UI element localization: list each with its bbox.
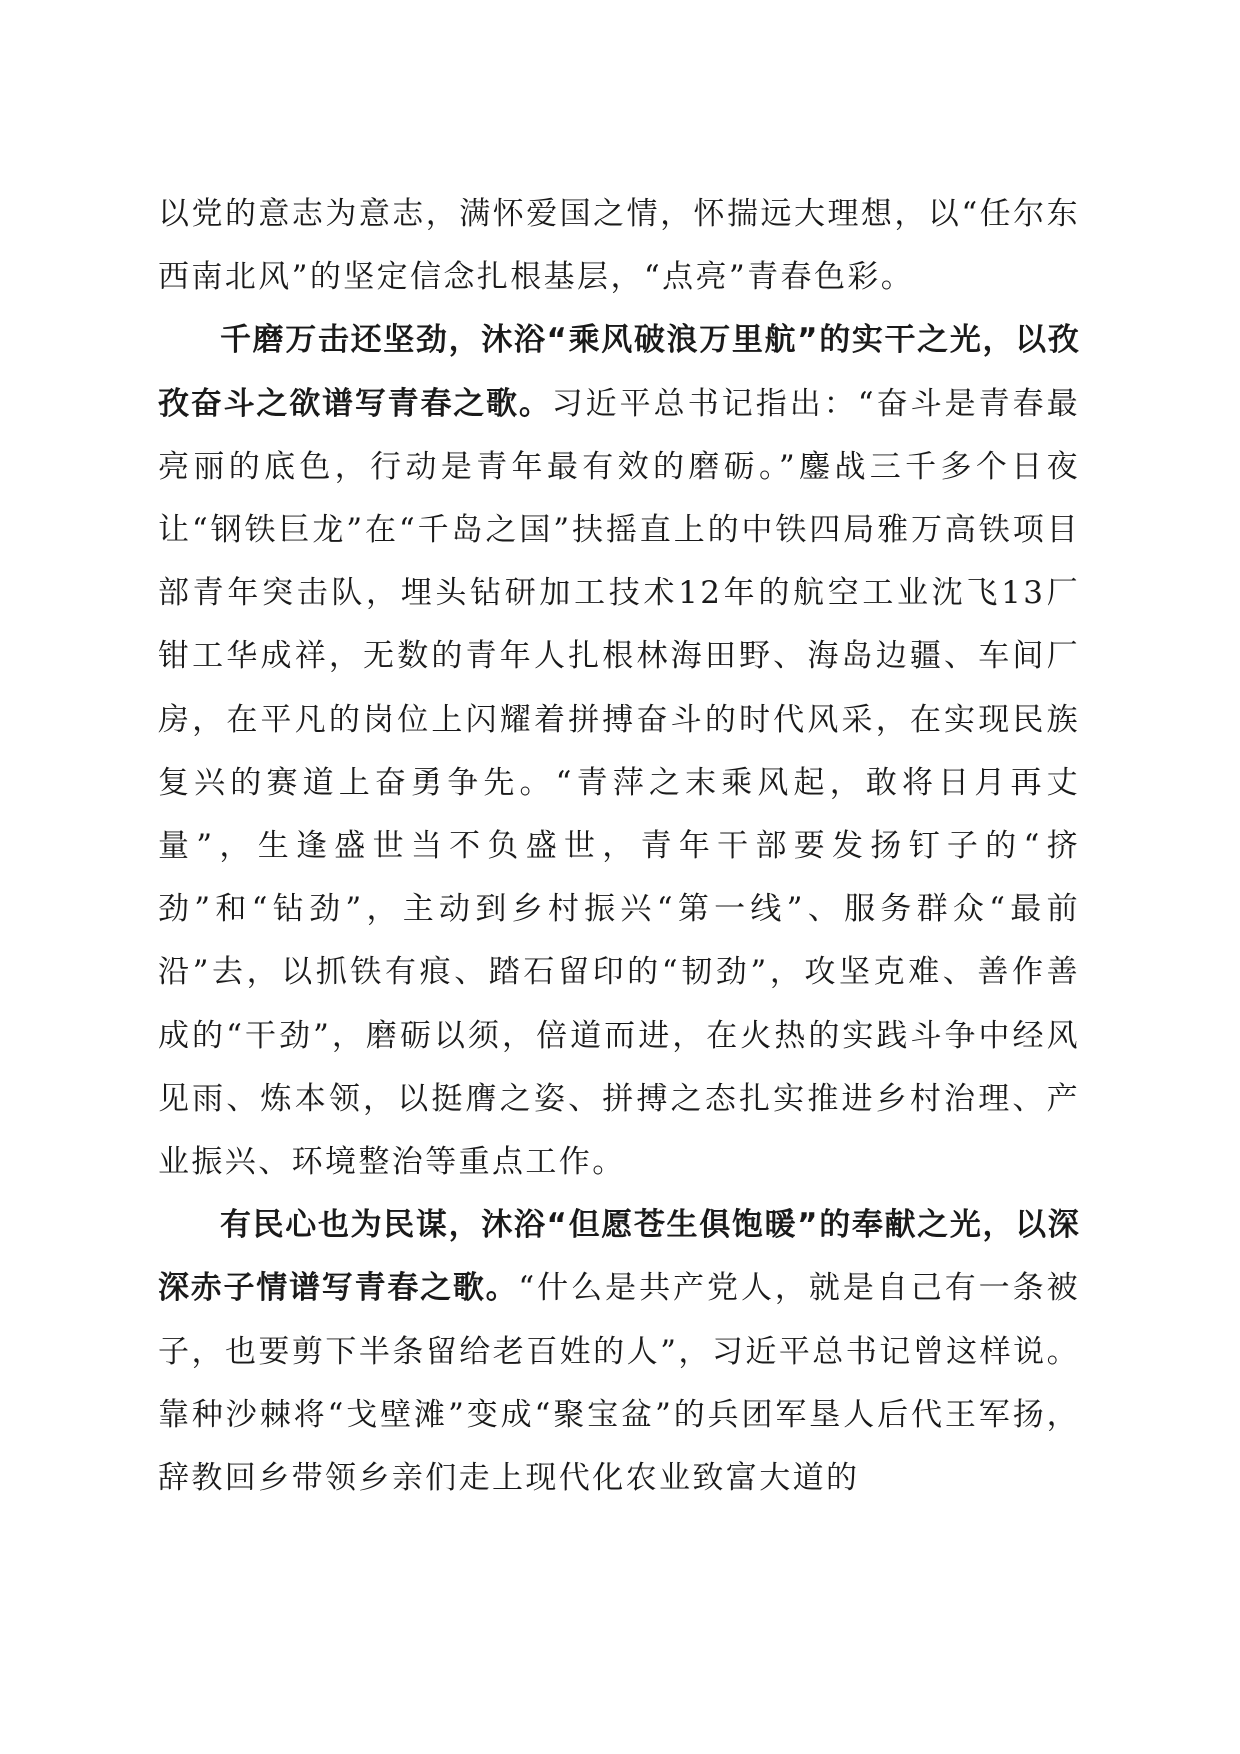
paragraph-body: 以党的意志为意志，满怀爱国之情，怀揣远大理想，以“任尔东西南北风”的坚定信念扎根基层，“点亮”青春色彩。: [158, 196, 1080, 296]
paragraph-lead: 千磨万击还坚劲，沐浴“乘风破浪万里航”的实干之光，以孜孜奋斗之欲谱写青春之歌。: [158, 322, 1080, 422]
document-page: [158, 183, 1080, 1510]
paragraph-struggle: [158, 309, 1080, 1194]
paragraph-body: 习近平总书记指出：“奋斗是青春最亮丽的底色，行动是青年最有效的磨砺。”鏖战三千多个日夜让“钢铁巨龙”在“千岛之国”扶摇直上的中铁四局雅万高铁项目部青年突击队，埋头钻研加工技术12年的航空工业沈飞13厂钳工华成祥，无数的青年人扎根林海田野、海岛边疆、车间厂房，在平凡的岗位上闪耀着拼搏奋斗的时代风采，在实现民族复兴的赛道上奋勇争先。“青萍之末乘风起，敢将日月再丈量”，生逢盛世当不负盛世，青年干部要发扬钉子的“挤劲”和“钻劲”，主动到乡村振兴“第一线”、服务群众“最前沿”去，以抓铁有痕、踏石留印的“韧劲”，攻坚克难、善作善成的“干劲”，磨砺以须，倍道而进，在火热的实践斗争中经风见雨、炼本领，以挺膺之姿、拼搏之态扎实推进乡村治理、产业振兴、环境整治等重点工作。: [158, 385, 1080, 1181]
paragraph-lead: 有民心也为民谋，沐浴“但愿苍生俱饱暖”的奉献之光，以深深赤子情谱写青春之歌。: [158, 1207, 1080, 1307]
paragraph-body: “什么是共产党人，就是自己有一条被子，也要剪下半条留给老百姓的人”，习近平总书记曾这样说。靠种沙棘将“戈壁滩”变成“聚宝盆”的兵团军垦人后代王军扬，辞教回乡带领乡亲们走上现代化农业致富大道的: [158, 1270, 1080, 1497]
paragraph-continuation: [158, 183, 1080, 309]
paragraph-devotion: [158, 1194, 1080, 1510]
